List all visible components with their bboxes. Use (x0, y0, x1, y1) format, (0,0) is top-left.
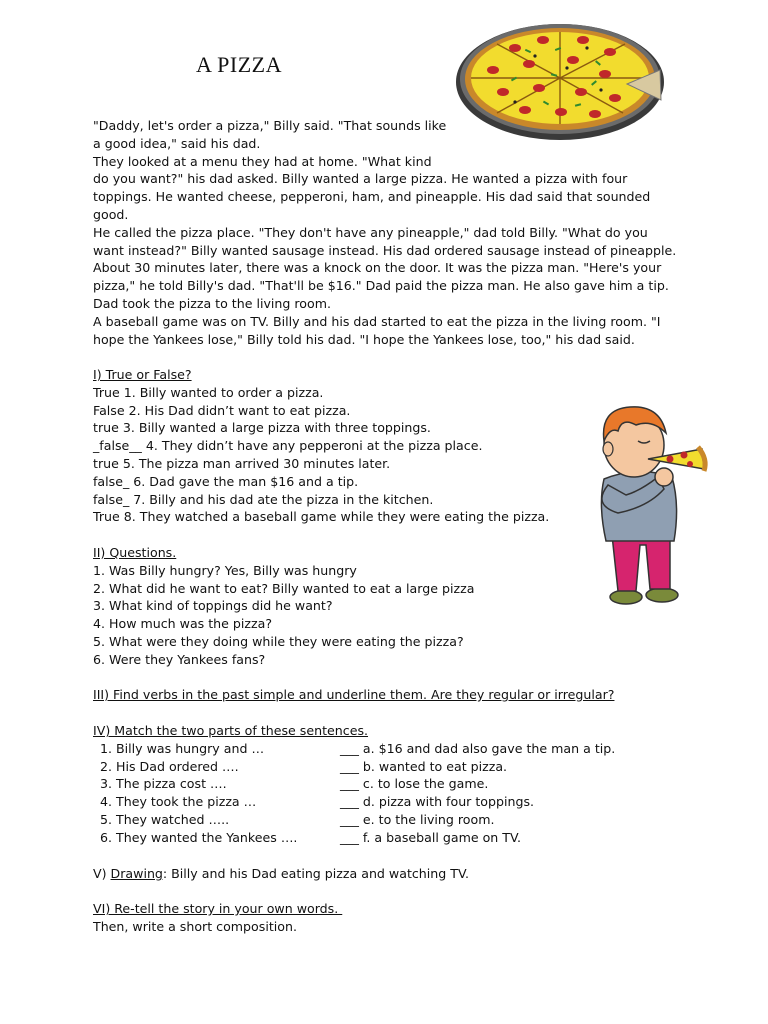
match-right-item: ___ d. pizza with four toppings. (340, 794, 535, 810)
story-line: toppings. He wanted cheese, pepperoni, ham, and pineapple. His dad said that sounded (93, 189, 651, 205)
true-false-item: true 5. The pizza man arrived 30 minutes later. (93, 455, 391, 471)
story-line: do you want?" his dad asked. Billy wanted a large pizza. He wanted a pizza with four (93, 171, 628, 187)
matching-section (93, 722, 653, 847)
true-false-item: False 2. His Dad didn’t want to eat pizza. (93, 402, 351, 418)
story-line: "Daddy, let's order a pizza," Billy said. "That sounds like (93, 118, 447, 133)
story-line: a good idea," said his dad. (93, 135, 261, 151)
match-left-item: 4. They took the pizza … (100, 794, 257, 810)
drawing-section (93, 865, 469, 883)
story-line: pizza," he told Billy's dad. "That'll be $16." Dad paid the pizza man. He also gave him a tip. (93, 278, 669, 294)
section-heading: VI) Re-tell the story in your own words. (93, 901, 343, 916)
true-false-item: false_ 7. Billy and his dad ate the pizza in the kitchen. (93, 491, 434, 507)
story-line: They looked at a menu they had at home. "What kind (93, 153, 432, 169)
drawing-text: : Billy and his Dad eating pizza and watching TV. (162, 866, 469, 881)
question-item: 1. Was Billy hungry? Yes, Billy was hungry (93, 562, 357, 578)
true-false-item: false_ 6. Dad gave the man $16 and a tip. (93, 473, 359, 489)
story-line: good. (93, 206, 129, 222)
match-row (93, 829, 653, 847)
section-number: V) (93, 866, 111, 881)
question-item: 5. What were they doing while they were eating the pizza? (93, 633, 464, 649)
story-line: hope the Yankees lose," Billy told his dad. "I hope the Yankees lose, too," his dad said. (93, 331, 635, 347)
retell-section (93, 900, 342, 936)
question-item: 2. What did he want to eat? Billy wanted to eat a large pizza (93, 580, 475, 596)
question-item: 6. Were they Yankees fans? (93, 651, 266, 667)
section-heading: III) Find verbs in the past simple and underline them. Are they regular or irregular? (93, 687, 615, 702)
match-right-item: ___ e. to the living room. (340, 811, 495, 827)
match-left-item: 3. The pizza cost …. (100, 776, 227, 792)
true-false-item: _false__ 4. They didn’t have any pepperoni at the pizza place. (93, 438, 483, 454)
match-left-item: 6. They wanted the Yankees …. (100, 829, 298, 845)
drawing-keyword: Drawing (110, 866, 163, 881)
story-line: A baseball game was on TV. Billy and his dad started to eat the pizza in the living room. "I (93, 313, 661, 329)
question-item: 3. What kind of toppings did he want? (93, 598, 333, 614)
section-heading: I) True or False? (93, 367, 192, 382)
section-heading: II) Questions. (93, 545, 177, 560)
questions-section (93, 544, 474, 669)
match-right-item: ___ f. a baseball game on TV. (340, 829, 521, 845)
section-heading: IV) Match the two parts of these sentences. (93, 723, 369, 738)
page-title: A PIZZA (196, 52, 282, 77)
match-row (93, 758, 653, 776)
story-line: He called the pizza place. "They don't have any pineapple," dad told Billy. "What do you (93, 224, 648, 240)
story-text (93, 117, 676, 348)
question-item: 4. How much was the pizza? (93, 616, 273, 632)
match-right-item: ___ c. to lose the game. (340, 776, 489, 792)
true-false-section (93, 366, 549, 526)
match-row (93, 811, 653, 829)
retell-instruction: Then, write a short composition. (93, 918, 297, 934)
drawing-instruction (93, 865, 469, 883)
match-row (93, 793, 653, 811)
match-left-item: 2. His Dad ordered …. (100, 758, 239, 774)
match-right-item: ___ a. $16 and dad also gave the man a tip. (340, 740, 616, 756)
true-false-item: true 3. Billy wanted a large pizza with three toppings. (93, 420, 431, 436)
story-line: Dad took the pizza to the living room. (93, 295, 331, 311)
story-line: want instead?" Billy wanted sausage instead. His dad ordered sausage instead of pineapple. (93, 242, 677, 258)
match-row (93, 775, 653, 793)
match-left-item: 1. Billy was hungry and … (100, 740, 265, 756)
story-line: About 30 minutes later, there was a knock on the door. It was the pizza man. "Here's your (93, 260, 662, 276)
past-simple-section (93, 686, 614, 704)
match-row (93, 740, 653, 758)
true-false-item: True 8. They watched a baseball game while they were eating the pizza. (93, 509, 550, 525)
match-right-item: ___ b. wanted to eat pizza. (340, 758, 508, 774)
boy-eating-pizza-illustration (578, 395, 716, 607)
true-false-item: True 1. Billy wanted to order a pizza. (93, 384, 324, 400)
match-left-item: 5. They watched ….. (100, 811, 230, 827)
